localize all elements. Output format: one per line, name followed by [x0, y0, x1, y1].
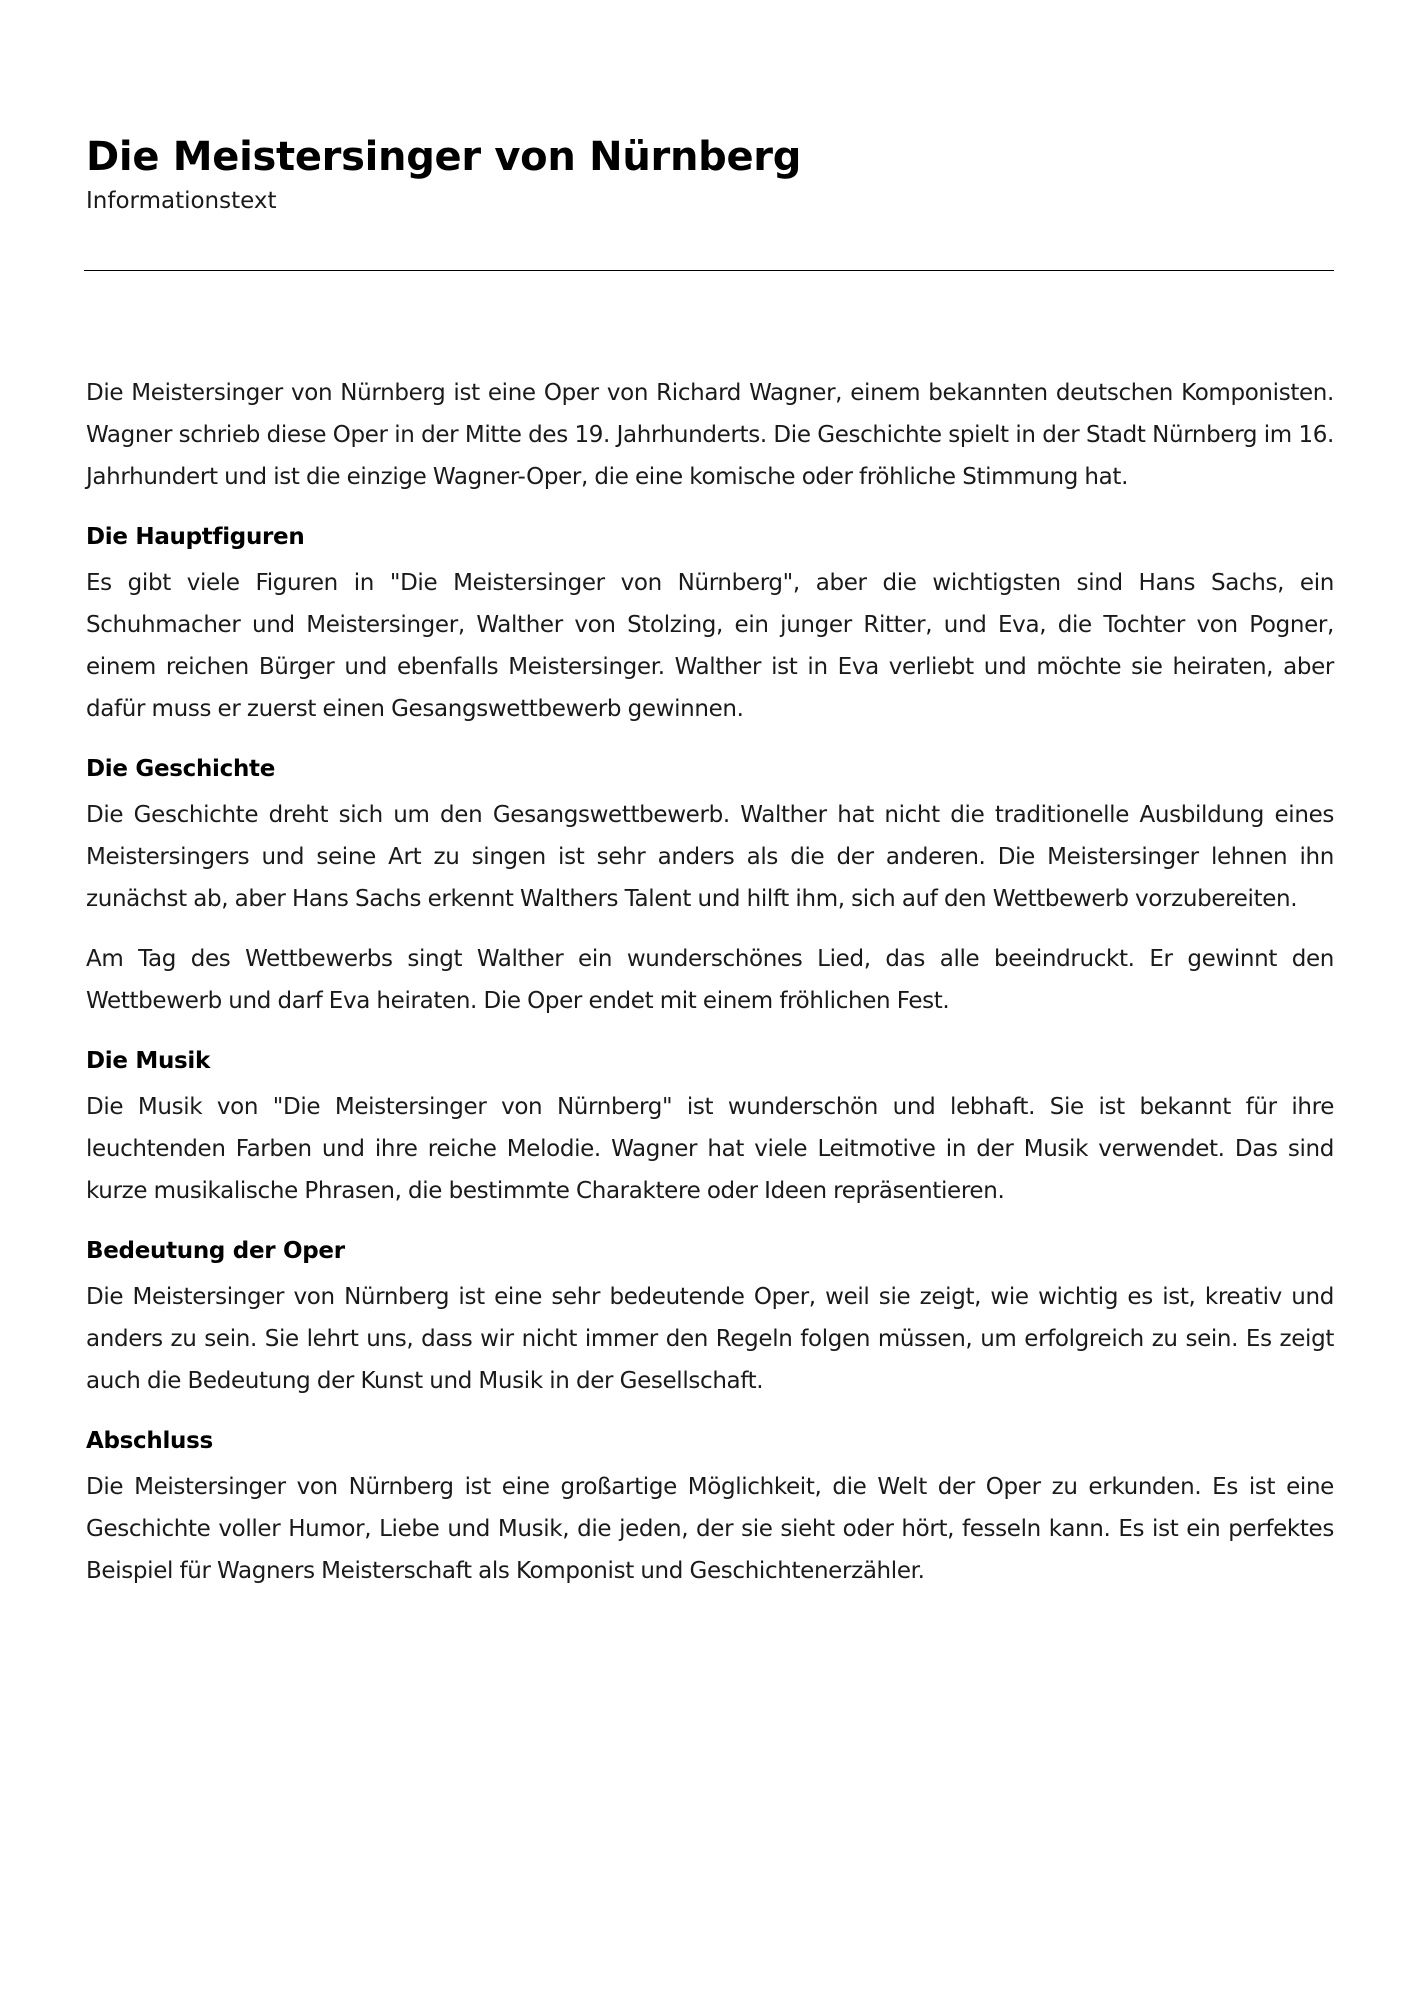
section-paragraph: Die Meistersinger von Nürnberg ist eine sehr bedeutende Oper, weil sie zeigt, wie wichtig es ist, kreativ und anders zu sein. Sie lehrt uns, dass wir nicht immer den Regeln folgen müssen, um erfolgreich zu sein. Es zeigt auch die Bedeutung der Kunst und Musik in der Gesellschaft. [86, 1284, 1334, 1394]
section-paragraph: Am Tag des Wettbewerbs singt Walther ein wunderschönes Lied, das alle beeindruckt. Er gewinnt den Wettbewerb und darf Eva heiraten. Die Oper endet mit einem fröhlichen Fest. [86, 946, 1334, 1014]
section-heading: Die Geschichte [86, 756, 276, 782]
section-heading: Abschluss [86, 1428, 213, 1454]
section-heading: Die Hauptfiguren [86, 524, 305, 550]
section-bedeutung [86, 1230, 1334, 1402]
title-divider [84, 270, 1334, 271]
document-body [86, 372, 1334, 1610]
section-paragraph: Die Geschichte dreht sich um den Gesangswettbewerb. Walther hat nicht die traditionelle Ausbildung eines Meistersingers und seine Art zu singen ist sehr anders als die der anderen. Die Meistersinger lehnen ihn zunächst ab, aber Hans Sachs erkennt Walthers Talent und hilft ihm, sich auf den Wettbewerb vorzubereiten. [86, 802, 1334, 912]
section-abschluss [86, 1420, 1334, 1592]
intro-paragraph: Die Meistersinger von Nürnberg ist eine Oper von Richard Wagner, einem bekannten deutschen Komponisten. Wagner schrieb diese Oper in der Mitte des 19. Jahrhunderts. Die Geschichte spielt in der Stadt Nürnberg im 16. Jahrhundert und ist die einzige Wagner-Oper, die eine komische oder fröhliche Stimmung hat. [86, 380, 1334, 490]
section-heading: Die Musik [86, 1048, 211, 1074]
document-title: Die Meistersinger von Nürnberg [86, 134, 802, 180]
section-paragraph: Die Meistersinger von Nürnberg ist eine großartige Möglichkeit, die Welt der Oper zu erkunden. Es ist eine Geschichte voller Humor, Liebe und Musik, die jeden, der sie sieht oder hört, fesseln kann. Es ist ein perfektes Beispiel für Wagners Meisterschaft als Komponist und Geschichtenerzähler. [86, 1474, 1334, 1584]
document-subtitle: Informationstext [86, 188, 277, 214]
section-paragraph: Die Musik von "Die Meistersinger von Nürnberg" ist wunderschön und lebhaft. Sie ist bekannt für ihre leuchtenden Farben und ihre reiche Melodie. Wagner hat viele Leitmotive in der Musik verwendet. Das sind kurze musikalische Phrasen, die bestimmte Charaktere oder Ideen repräsentieren. [86, 1094, 1334, 1204]
section-heading: Bedeutung der Oper [86, 1238, 345, 1264]
section-hauptfiguren [86, 516, 1334, 730]
section-geschichte [86, 748, 1334, 1022]
section-paragraph: Es gibt viele Figuren in "Die Meistersinger von Nürnberg", aber die wichtigsten sind Hans Sachs, ein Schuhmacher und Meistersinger, Walther von Stolzing, ein junger Ritter, und Eva, die Tochter von Pogner, einem reichen Bürger und ebenfalls Meistersinger. Walther ist in Eva verliebt und möchte sie heiraten, aber dafür muss er zuerst einen Gesangswettbewerb gewinnen. [86, 570, 1334, 722]
section-musik [86, 1040, 1334, 1212]
